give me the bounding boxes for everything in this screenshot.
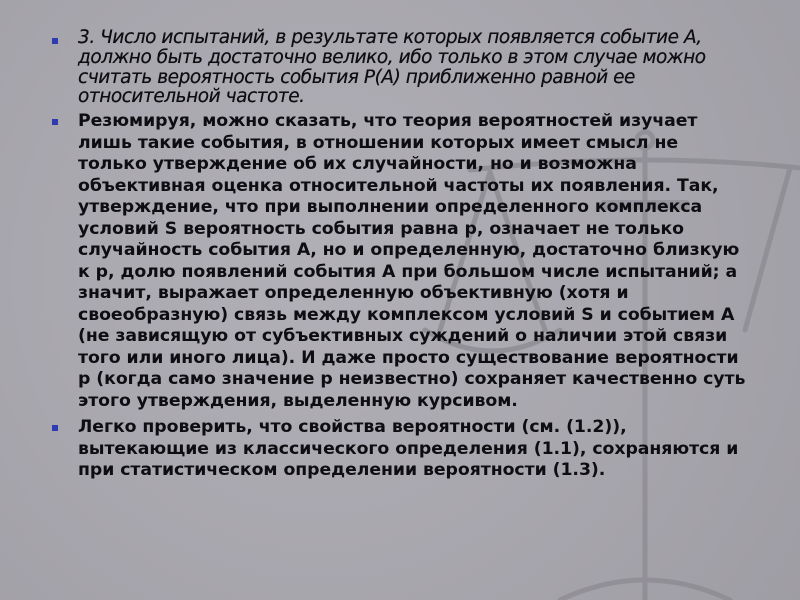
square-bullet-icon [52,425,58,431]
paragraph-number-of-trials [52,28,752,107]
paragraph-text: 3. Число испытаний, в результате которых появляется событие А, должно быть достаточно велико, ибо только в этом случае можно считать вероятность события Р(А) приближенно равной ее относительной частоте. [78,27,706,108]
paragraph-text: Резюмируя, можно сказать, что теория вероятностей изучает лишь такие события, в отношении которых имеет смысл не только утверждение об их случайности, но и возможна объективная оценка относительной частоты их появления. Так, утверждение, что при выполнении определенного комплекса условий S вероятность события равна р, означает не только случайность события А, но и определенную, достаточно близкую к р, долю появлений события А при большом числе испытаний; а значит, выражает определенную объективную (хотя и своеобразную) связь между комплексом условий S и событием А (не зависящую от субъективных суждений о наличии этой связи того или иного лица). И даже просто существование вероятности р (когда само значение р неизвестно) сохраняет качественно суть этого утверждения, выделенную курсивом. [78,111,746,411]
square-bullet-icon [52,119,58,125]
paragraph-properties [52,417,752,482]
paragraph-text: Легко проверить, что свойства вероятности (см. (1.2)), вытекающие из классического определения (1.1), сохраняются и при статистическом определении вероятности (1.3). [78,417,739,481]
slide-body [52,28,752,482]
paragraph-summary [52,111,752,412]
square-bullet-icon [52,38,58,44]
